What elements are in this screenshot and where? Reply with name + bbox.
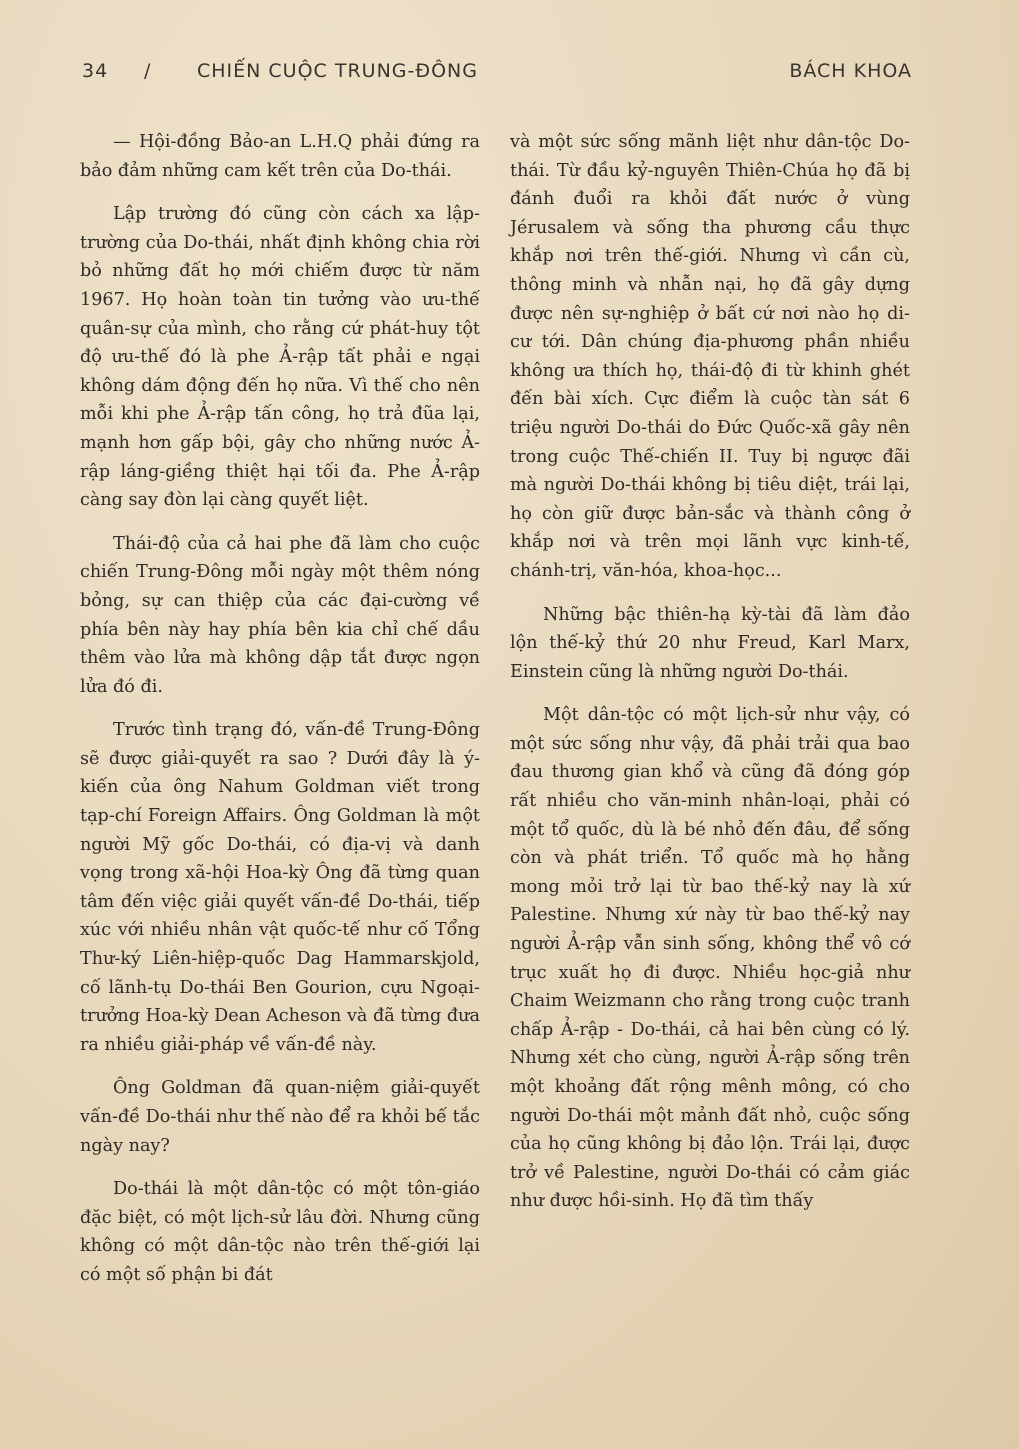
page-number: 34	[82, 60, 109, 82]
paragraph: Một dân-tộc có một lịch-sử như vậy, có một sức sống như vậy, đã phải trải qua bao đau thương gian khổ và cũng đã đóng góp rất nhiều cho văn-minh nhân-loại, phải có một tổ quốc, dù là bé nhỏ đến đâu, để sống còn và phát triển. Tổ quốc mà họ hằng mong mỏi trở lại từ bao thế-kỷ nay là xứ Palestine. Nhưng xứ này từ bao thế-kỷ nay người Ả-rập vẫn sinh sống, không thể vô cớ trục xuất họ đi được. Nhiều học-giả như Chaim Weizmann cho rằng trong cuộc tranh chấp Ả-rập - Do-thái, cả hai bên cùng có lý. Nhưng xét cho cùng, người Ả-rập sống trên một khoảng đất rộng mênh mông, có cho người Do-thái một mảnh đất nhỏ, cuộc sống của họ cũng không bị đảo lộn. Trái lại, được trở về Palestine, người Do-thái có cảm giác như được hồi-sinh. Họ đã tìm thấy	[510, 705, 910, 1212]
paragraph: Trước tình trạng đó, vấn-đề Trung-Đông sẽ được giải-quyết ra sao ? Dưới đây là ý-kiến của ông Nahum Goldman viết trong tạp-chí Foreign Affairs. Ông Goldman là một người Mỹ gốc Do-thái, có địa-vị và danh vọng trong xã-hội Hoa-kỳ Ông đã từng quan tâm đến việc giải quyết vấn-đề Do-thái, tiếp xúc với nhiều nhân vật quốc-tế như cố Tổng Thư-ký Liên-hiệp-quốc Dag Hammarskjold, cố lãnh-tụ Do-thái Ben Gourion, cựu Ngoại-trưởng Hoa-kỳ Dean Acheson và đã từng đưa ra nhiều giải-pháp về vấn-đề này.	[80, 720, 480, 1055]
paragraph: — Hội-đồng Bảo-an L.H.Q phải đứng ra bảo đảm những cam kết trên của Do-thái.	[80, 132, 480, 181]
paragraph: và một sức sống mãnh liệt như dân-tộc Do-thái. Từ đầu kỷ-nguyên Thiên-Chúa họ đã bị đánh đuổi ra khỏi đất nước ở vùng Jérusalem và sống tha phương cầu thực khắp nơi trên thế-giới. Nhưng vì cần cù, thông minh và nhẫn nại, họ đã gây dựng được nên sự-nghiệp ở bất cứ nơi nào họ di-cư tới. Dân chúng địa-phương phần nhiều không ưa thích họ, thái-độ đi từ khinh ghét đến bài xích. Cực điểm là cuộc tàn sát 6 triệu người Do-thái do Đức Quốc-xã gây nên trong cuộc Thế-chiến II. Tuy bị ngược đãi mà người Do-thái không bị tiêu diệt, trái lại, họ còn giữ được bản-sắc và thành công ở khắp nơi và trên mọi lãnh vực kinh-tế, chánh-trị, văn-hóa, khoa-học...	[510, 132, 910, 581]
page-header	[82, 60, 912, 90]
paragraph: Ông Goldman đã quan-niệm giải-quyết vấn-đề Do-thái như thế nào để ra khỏi bế tắc ngày nay?	[80, 1078, 480, 1156]
header-separator: /	[144, 60, 152, 82]
paragraph: Những bậc thiên-hạ kỳ-tài đã làm đảo lộn thế-kỷ thứ 20 như Freud, Karl Marx, Einstein cũng là những người Do-thái.	[510, 604, 910, 682]
paragraph: Lập trường đó cũng còn cách xa lập-trường của Do-thái, nhất định không chia rời bỏ những đất họ mới chiếm được từ năm 1967. Họ hoàn toàn tin tưởng vào ưu-thế quân-sự của mình, cho rằng cứ phát-huy tột độ ưu-thế đó là phe Ả-rập tất phải e ngại không dám động đến họ nữa. Vì thế cho nên mỗi khi phe Ả-rập tấn công, họ trả đũa lại, mạnh hơn gấp bội, gây cho những nước Ả-rập láng-giềng thiệt hại tối đa. Phe Ả-rập càng say đòn lại càng quyết liệt.	[80, 204, 480, 511]
right-column	[510, 128, 910, 1231]
magazine-name: BÁCH KHOA	[789, 60, 912, 82]
running-title: CHIẾN CUỘC TRUNG-ĐÔNG	[197, 60, 478, 82]
paragraph: Thái-độ của cả hai phe đã làm cho cuộc chiến Trung-Đông mỗi ngày một thêm nóng bỏng, sự can thiệp của các đại-cường về phía bên này hay phía bên kia chỉ chế dầu thêm vào lửa mà không dập tắt được ngọn lửa đó đi.	[80, 533, 480, 697]
left-column	[80, 128, 480, 1305]
paragraph: Do-thái là một dân-tộc có một tôn-giáo đặc biệt, có một lịch-sử lâu đời. Nhưng cũng không có một dân-tộc nào trên thế-giới lại có một số phận bi đát	[80, 1179, 480, 1285]
